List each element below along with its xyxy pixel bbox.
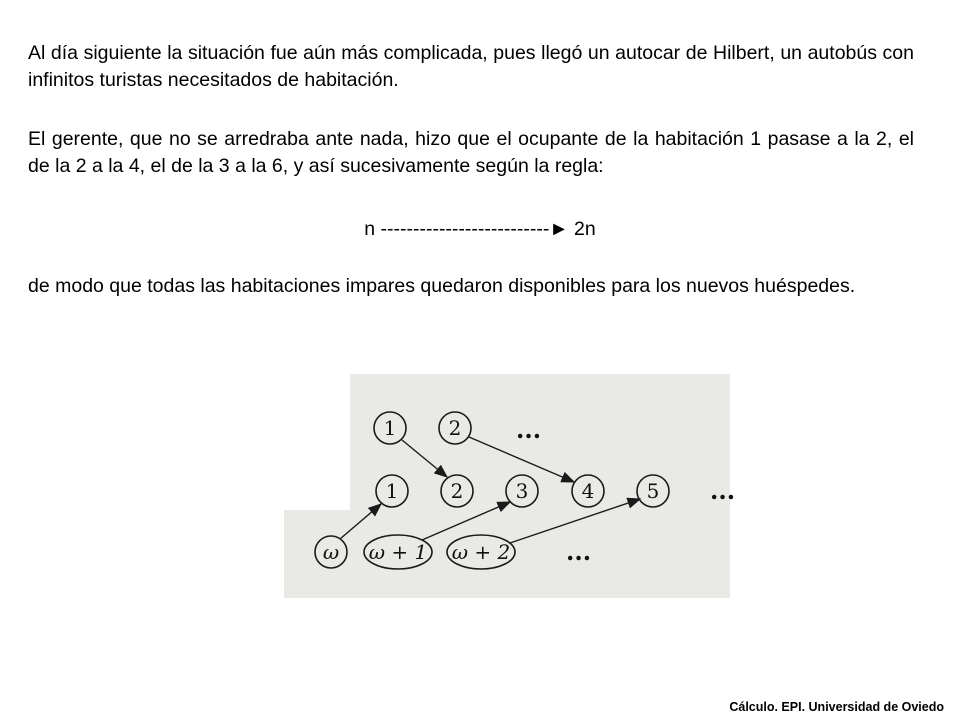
bottom-room-omega-plus-2 — [447, 535, 515, 569]
paragraph-intro: Al día siguiente la situación fue aún más complicada, pues llegó un autocar de Hilbert, un autobús con infinitos turistas necesitados de habitación. — [28, 42, 914, 91]
mid-room-4-label: 4 — [581, 479, 595, 503]
mid-room-2-label: 2 — [450, 479, 464, 503]
bottom-room-omega-plus-2-label: ω + 2 — [451, 540, 511, 564]
top-room-2-label: 2 — [448, 416, 462, 440]
hilbert-hotel-diagram — [284, 374, 736, 598]
top-row-ellipsis: ... — [516, 415, 542, 444]
paragraph-conclusion: de modo que todas las habitaciones impares quedaron disponibles para los nuevos huéspedes. — [28, 275, 856, 297]
top-room-1-label: 1 — [383, 416, 397, 440]
mid-room-5-label: 5 — [646, 479, 660, 503]
bottom-room-omega-label: ω — [322, 540, 340, 564]
mapping-rule: n --------------------------► 2n — [364, 218, 596, 240]
paragraph-manager: El gerente, que no se arredraba ante nada, hizo que el ocupante de la habitación 1 pasase a la 2, el de la 2 a la 4, el de la 3 a la 6, y así sucesivamente según la regla: — [28, 128, 914, 177]
bottom-room-omega-plus-1 — [364, 535, 432, 569]
mid-room-3-label: 3 — [515, 479, 529, 503]
bottom-row-ellipsis: ... — [566, 537, 592, 566]
mid-room-1-label: 1 — [385, 479, 399, 503]
bottom-room-omega-plus-1-label: ω + 1 — [368, 540, 428, 564]
mid-row-ellipsis: ... — [710, 476, 736, 505]
footer-credit: Cálculo. EPI. Universidad de Oviedo — [729, 700, 944, 714]
